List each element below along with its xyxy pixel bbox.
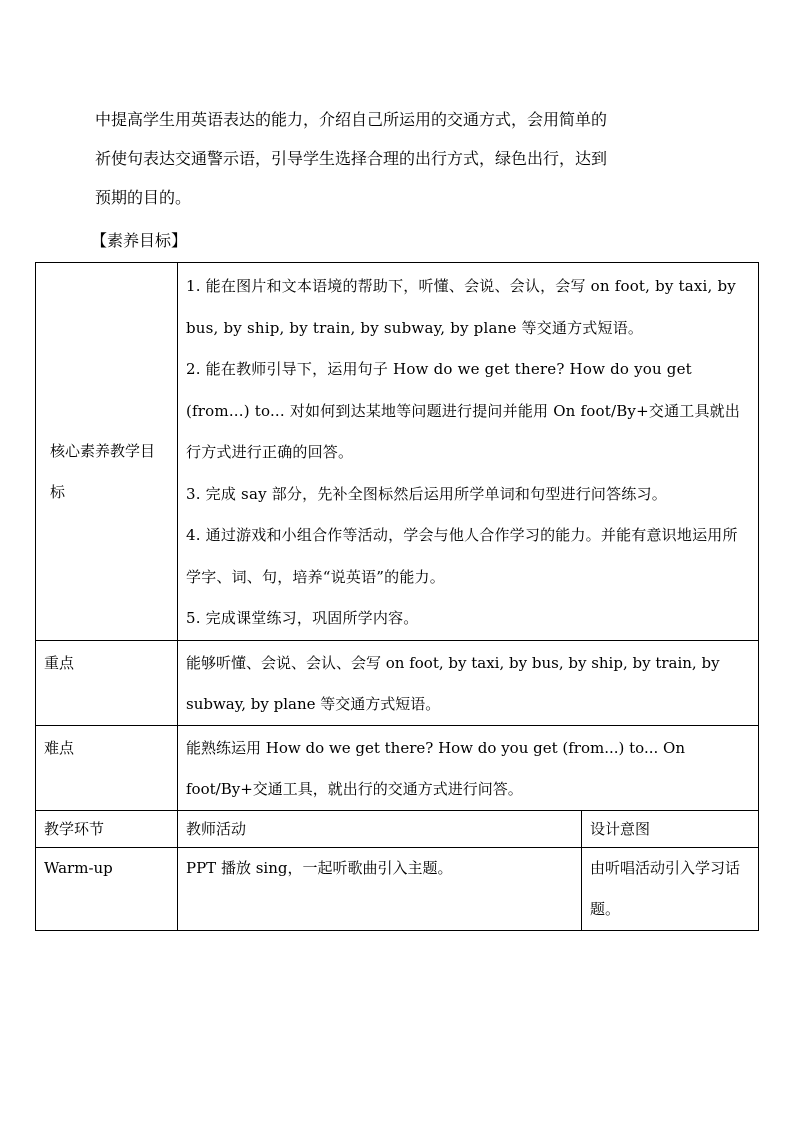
intro-paragraph (95, 100, 735, 217)
lesson-plan-table (35, 262, 759, 931)
header-stage: 教学环节 (36, 810, 178, 847)
intro-line: 祈使句表达交通警示语，引导学生选择合理的出行方式，绿色出行，达到 (95, 149, 608, 168)
goal-item: 3. 完成 say 部分，先补全图标然后运用所学单词和句型进行问答练习。 (186, 484, 667, 503)
goal-item: 4. 通过游戏和小组合作等活动，学会与他人合作学习的能力。并能有意识地运用所学字、词、句，培养“说英语”的能力。 (186, 526, 738, 586)
intro-line: 中提高学生用英语表达的能力，介绍自己所运用的交通方式，会用简单的 (95, 110, 608, 129)
intent-cell: 由听唱活动引入学习话题。 (582, 847, 759, 930)
key-text: 能够听懂、会说、会认、会写 on foot, by taxi, by bus, by ship, by train, by subway, by plane 等交通方式短语。 (178, 640, 759, 725)
stage-cell: Warm-up (36, 847, 178, 930)
difficulty-label: 难点 (36, 725, 178, 810)
key-points-row (36, 640, 759, 725)
goal-item: 2. 能在教师引导下，运用句子 How do we get there? How do you get (from...) to... 对如何到达某地等问题进行提问并能用 On foot/By+交通工具就出行方式进行正确的回答。 (186, 360, 741, 461)
table-row (36, 847, 759, 930)
section-heading: 【素养目标】 (91, 231, 188, 250)
teacher-cell: PPT 播放 sing，一起听歌曲引入主题。 (178, 847, 582, 930)
goal-item: 5. 完成课堂练习，巩固所学内容。 (186, 609, 419, 627)
goals-row (36, 263, 759, 641)
table-header-row (36, 810, 759, 847)
header-intent: 设计意图 (582, 810, 759, 847)
header-teacher: 教师活动 (178, 810, 582, 847)
key-label: 重点 (36, 640, 178, 725)
difficulty-row (36, 725, 759, 810)
goals-label: 核心素养教学目标 (36, 263, 178, 641)
goals-cell (178, 263, 759, 641)
goal-item: 1. 能在图片和文本语境的帮助下，听懂、会说、会认，会写 on foot, by taxi, by bus, by ship, by train, by subway, by plane 等交通方式短语。 (186, 277, 736, 337)
difficulty-text: 能熟练运用 How do we get there? How do you get (from...) to... On foot/By+交通工具，就出行的交通方式进行问答。 (178, 725, 759, 810)
intro-line: 预期的目的。 (95, 188, 192, 207)
